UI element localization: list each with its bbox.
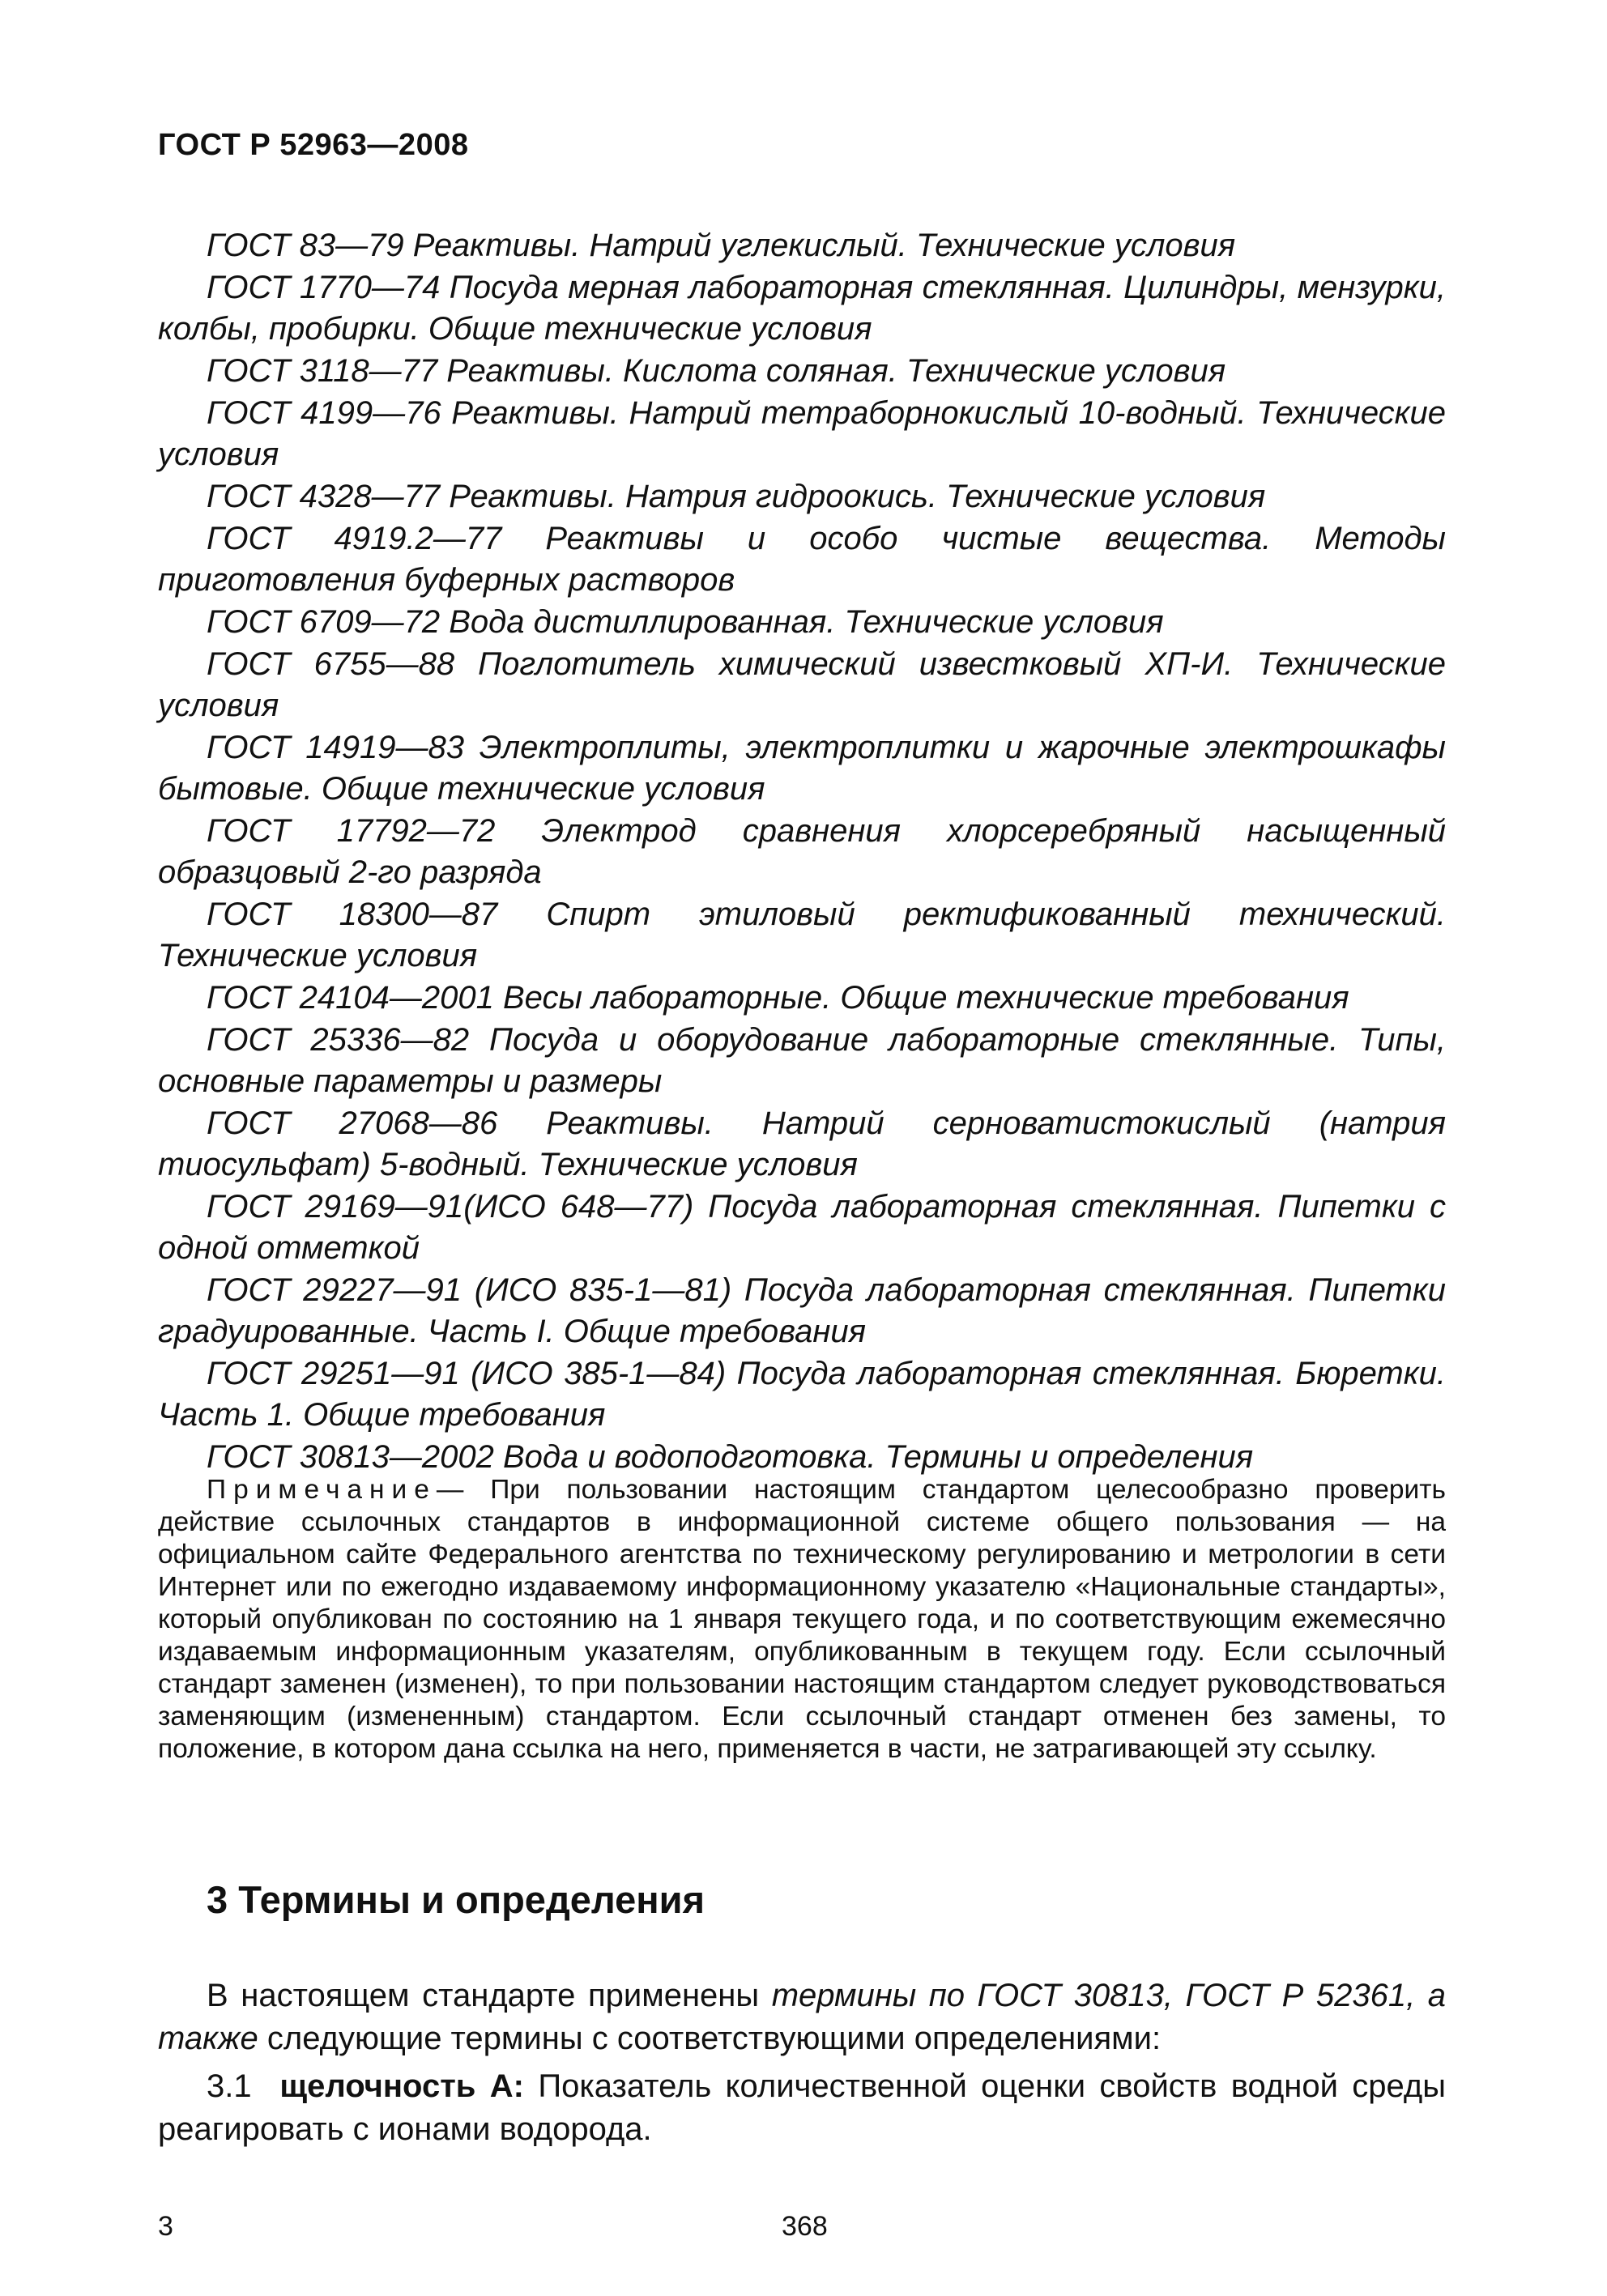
normative-references-list [158,225,1446,1479]
reference-item: ГОСТ 83—79 Реактивы. Натрий углекислый. Технические условия [207,228,1236,263]
term-number: 3.1 [207,2068,252,2104]
reference-item: ГОСТ 4919.2—77 Реактивы и особо чистые вещества. Методы приготовления буферных растворов [158,521,1446,598]
term-definition-3-1 [158,2065,1446,2151]
reference-item: ГОСТ 6755—88 Поглотитель химический известковый ХП-И. Технические условия [158,646,1446,723]
intro-text-end: следующие термины с соответствующими определениями: [258,2021,1162,2056]
document-page [158,0,1446,2296]
reference-item: ГОСТ 29251—91 (ИСО 385-1—84) Посуда лабораторная стеклянная. Бюретки. Часть 1. Общие требования [158,1356,1446,1433]
reference-item: ГОСТ 3118—77 Реактивы. Кислота соляная. Технические условия [207,353,1226,389]
reference-item: ГОСТ 29227—91 (ИСО 835-1—81) Посуда лабораторная стеклянная. Пипетки градуированные. Часть I. Общие требования [158,1272,1446,1349]
intro-italic-text: термины по ГОСТ 30813, ГОСТ Р 52361, а также [158,1978,1447,2056]
reference-item: ГОСТ 29169—91(ИСО 648—77) Посуда лабораторная стеклянная. Пипетки с одной отметкой [158,1189,1446,1266]
reference-item: ГОСТ 6709—72 Вода дистиллированная. Технические условия [207,604,1164,640]
reference-item: ГОСТ 27068—86 Реактивы. Натрий серноватистокислый (натрия тиосульфат) 5-водный. Технические условия [158,1105,1446,1182]
reference-item: ГОСТ 4328—77 Реактивы. Натрия гидроокись. Технические условия [207,479,1266,514]
reference-item: ГОСТ 14919—83 Электроплиты, электроплитки и жарочные электрошкафы бытовые. Общие технические условия [158,730,1446,807]
term-definition-text: Показатель количественной оценки свойств водной среды реагировать с ионами водорода. [158,2068,1446,2147]
document-code-header: ГОСТ Р 52963—2008 [158,128,469,162]
reference-item: ГОСТ 18300—87 Спирт этиловый ректификованный технический. Технические условия [158,897,1446,973]
note-paragraph [158,1474,1446,1766]
section-title: 3 Термины и определения [207,1878,705,1921]
page-number-left: 3 [158,2211,173,2242]
section-intro [158,1974,1446,2060]
note-text: — При пользовании настоящим стандартом целесообразно проверить действие ссылочных стандартов в информационной системе общего пользования — на официальном сайте Федерального агентства по техническому регулированию и метрологии в сети Интернет или по ежегодно издаваемому информационному указателю «Национальные стандарты», который опубликован по состоянию на 1 января текущего года, и по соответствующим ежемесячно издаваемым информационным указателям, опубликованным в текущем году. Если ссылочный стандарт заменен (изменен), то при пользовании настоящим стандартом следует руководствоваться заменяющим (измененным) стандартом. Если ссылочный стандарт отменен без замены, то положение, в котором дана ссылка на него, применяется в части, не затрагивающей эту ссылку. [158,1475,1446,1764]
section-body [158,1974,1446,2156]
reference-item: ГОСТ 4199—76 Реактивы. Натрий тетраборнокислый 10-водный. Технические условия [158,395,1446,472]
note-label: Примечание [207,1475,437,1505]
reference-item: ГОСТ 1770—74 Посуда мерная лабораторная стеклянная. Цилиндры, мензурки, колбы, пробирки. Общие технические условия [158,270,1446,347]
intro-text-start: В настоящем стандарте применены [207,1978,772,2013]
reference-item: ГОСТ 25336—82 Посуда и оборудование лабораторные стеклянные. Типы, основные параметры и размеры [158,1022,1446,1099]
reference-item: ГОСТ 24104—2001 Весы лабораторные. Общие технические требования [207,980,1349,1016]
page-number-center: 368 [782,2211,828,2242]
term-name: щелочность А: [279,2068,524,2104]
reference-item: ГОСТ 17792—72 Электрод сравнения хлорсеребряный насыщенный образцовый 2-го разряда [158,813,1446,890]
reference-item: ГОСТ 30813—2002 Вода и водоподготовка. Термины и определения [207,1439,1254,1475]
